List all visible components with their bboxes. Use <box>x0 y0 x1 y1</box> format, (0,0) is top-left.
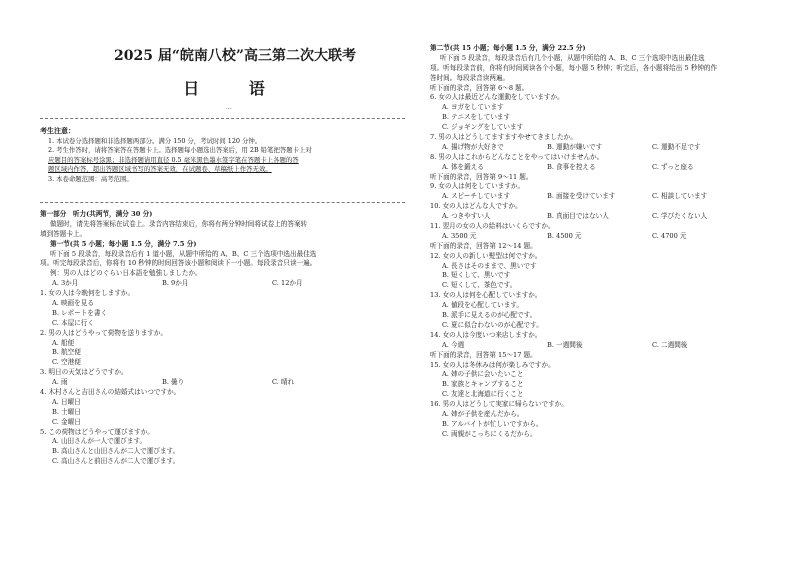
option: A. 映画を見る <box>52 299 94 308</box>
question-9-options <box>430 192 790 202</box>
option: A. つきやすい人 <box>442 212 491 221</box>
option: C. 相談しています <box>652 192 708 201</box>
question-8-options <box>430 163 790 173</box>
option: A. 船便 <box>52 338 75 347</box>
section2-title: 第二节(共 15 小题；每小题 1.5 分，满分 22.5 分) <box>430 44 586 52</box>
question-1: 1. 女の人は今晩何をしますか。 <box>40 289 135 298</box>
question-3-options <box>40 378 405 388</box>
option: B. 航空便 <box>52 348 81 357</box>
option: A. 体を鍛える <box>442 162 484 171</box>
question-7-options <box>430 143 790 153</box>
option: B. 曇り <box>162 378 185 387</box>
option: C. 本屋に行く <box>52 318 94 327</box>
option: C. 晴れ <box>272 378 295 387</box>
option: A. 日曜日 <box>52 397 81 406</box>
option: C. 運動不足です <box>652 142 701 151</box>
option: C. 高山さんと前田さんが二人で運びます。 <box>52 457 180 466</box>
option: A. 3500 元 <box>442 231 477 240</box>
option: C. 夏に似合わないのが心配です。 <box>442 320 543 329</box>
question-12: 12. 女の人の新しい髪型は何ですか。 <box>430 251 542 260</box>
option: A. ヨガをしています <box>442 103 504 112</box>
question-16: 16. 男の人はどうして実家に帰らないですか。 <box>430 400 568 409</box>
option: A. 雨 <box>52 378 68 387</box>
question-2: 2. 男の人はどうやって荷物を送りますか。 <box>40 328 168 337</box>
divider-notice <box>40 202 405 203</box>
section2-intro: 项。听每段录音前，你将有时间阅读各个小题，每小题 5 秒钟；听完后，各小题将给出 5 秒钟的作 <box>430 63 718 72</box>
question-5: 5. この荷物はどうやって運びますか。 <box>40 427 154 436</box>
option: B. 4500 元 <box>547 231 582 240</box>
option: A. 揚げ物が大好きで <box>442 142 504 151</box>
part1-title: 第一部分 听力(共两节，满分 30 分) <box>40 210 153 218</box>
option: A. 今週 <box>442 340 465 349</box>
option: A. スピーチしています <box>442 192 511 201</box>
option: C. 金曜日 <box>52 417 81 426</box>
question-10-options <box>430 212 790 222</box>
option: B. 9か月 <box>162 279 189 288</box>
option: B. 食事を控える <box>547 162 596 171</box>
question-7: 7. 男の人はどうしてますますやせてきましたか。 <box>430 133 577 142</box>
header-dots: ... <box>226 104 232 111</box>
option: B. 面接を受けています <box>547 192 616 201</box>
option: C. 両親がこっちにくるだから。 <box>442 429 537 438</box>
option: C. 短くして、茶色です。 <box>442 281 517 290</box>
option: C. 二週間後 <box>652 340 688 349</box>
section2-intro: 答时间。每段录音读两遍。 <box>430 73 510 82</box>
part1-intro: 填到答题卡上。 <box>40 229 87 238</box>
option: B. 土曜日 <box>52 407 81 416</box>
part2-block <box>430 44 790 440</box>
example-question: 例：男の人はどのぐらい日本語を勉強しましたか。 <box>50 269 202 278</box>
question-6: 6. 女の人は最近どんな運動をしていますか。 <box>430 93 564 102</box>
option: C. ジョギングをしています <box>442 123 524 132</box>
example-options <box>40 279 405 289</box>
part1-block <box>40 210 405 467</box>
option: B. 家族とキャンプすること <box>442 380 524 389</box>
subject-title: 日 语 <box>183 79 287 98</box>
question-14-options <box>430 341 790 351</box>
group-instruction: 听下面的录音，回答第 15～17 题。 <box>430 350 537 359</box>
group-instruction: 听下面的录音，回答第 12～14 题。 <box>430 241 537 250</box>
option: B. 運動が嫌いです <box>547 142 603 151</box>
option: C. ずっと座る <box>652 162 694 171</box>
option: A. 値段を心配しています。 <box>442 301 523 310</box>
question-11: 11. 翌月の女の人の給料はいくらですか。 <box>430 222 555 231</box>
option: A. 姉の子供に会いたいこと <box>442 370 524 379</box>
question-8: 8. 男の人はこれからどんなことをやってはいけませんか。 <box>430 152 604 161</box>
question-14: 14. 女の人は今度いつ来店しますか。 <box>430 330 542 339</box>
question-4: 4. 木村さんと吉田さんの結婚式はいつですか。 <box>40 388 181 397</box>
option: B. テニスをしています <box>442 113 511 122</box>
section1-intro: 项。听完每段录音后，你将有 10 秒钟的时间回答该小题和阅读下一小题。每段录音只读一遍。 <box>40 259 317 268</box>
section1-title: 第一节(共 5 小题；每小题 1.5 分，满分 7.5 分) <box>50 239 197 248</box>
option: B. アルバイトが忙しいですから。 <box>442 419 543 428</box>
option: B. 短くして、黒いです <box>442 271 511 280</box>
group-instruction: 听下面的录音，回答第 9～11 题。 <box>430 172 533 181</box>
option: A. 山田さんが一人で運びます。 <box>52 437 147 446</box>
option: C. 学びたくない人 <box>652 212 708 221</box>
option: B. 真面目ではない人 <box>547 212 609 221</box>
group-instruction: 听下面的录音，回答第 6～8 题。 <box>430 83 529 92</box>
option: C. 友達と北海道に行くこと <box>442 390 524 399</box>
option: C. 4700 元 <box>652 231 687 240</box>
notice-block <box>40 126 405 185</box>
section2-intro: 听下面 5 段录音，每段录音后有几个小题，从题中所给的 A、B、C 三个选项中选出最佳选 <box>440 53 705 62</box>
option: A. 姉が子供を産んだから。 <box>442 409 524 418</box>
question-3: 3. 明日の天気はどうですか。 <box>40 368 128 377</box>
notice-heading: 考生注意： <box>40 126 75 135</box>
option: B. 派手に見えるのが心配です。 <box>442 311 537 320</box>
notice-item: 题区域内作答，超出答题区域书写的答案无效，在试题卷、草稿纸上作答无效。 <box>48 165 272 174</box>
notice-item: 应题目的答案标号涂黑；非选择题请用直径 0.5 毫米黑色墨水签字笔在答题卡上各题的答 <box>48 155 299 164</box>
notice-item: 2. 考生作答时，请将答案答在答题卡上。选择题每小题选出答案后，用 2B 铅笔把答题卡上对 <box>48 146 312 155</box>
option: B. 高山さんと山田さんが二人で運びます。 <box>52 447 180 456</box>
divider-top <box>40 118 405 119</box>
section1-intro: 听下面 5 段录音，每段录音后有 1 道小题，从题中所给的 A、B、C 三个选项中选出最佳选 <box>50 249 317 258</box>
part1-intro: 做题时，请先将答案标在试卷上。录音内容结束后，你将有两分钟时间将试卷上的答案转 <box>50 219 308 228</box>
option: B. 一週間後 <box>547 340 583 349</box>
question-10: 10. 女の人はどんな人ですか。 <box>430 202 522 211</box>
option: B. レポートを書く <box>52 308 108 317</box>
notice-item: 1. 本试卷分选择题和非选择题两部分。满分 150 分，考试时间 120 分钟。 <box>48 136 262 145</box>
question-13: 13. 女の人は何を心配していますか。 <box>430 291 542 300</box>
option: C. 空港便 <box>52 358 81 367</box>
option: A. 長さはそのままで、黒いです <box>442 261 537 270</box>
option: C. 12か月 <box>272 279 303 288</box>
notice-item: 3. 本卷命题范围：高考范围。 <box>48 174 133 183</box>
question-15: 15. 女の人は冬休みは何が楽しみですか。 <box>430 360 555 369</box>
question-11-options <box>430 232 790 242</box>
option: A. 3か月 <box>52 279 79 288</box>
exam-title: 2025 届“皖南八校”高三第二次大联考 <box>114 48 356 64</box>
question-9: 9. 女の人は何をしていますか。 <box>430 182 525 191</box>
